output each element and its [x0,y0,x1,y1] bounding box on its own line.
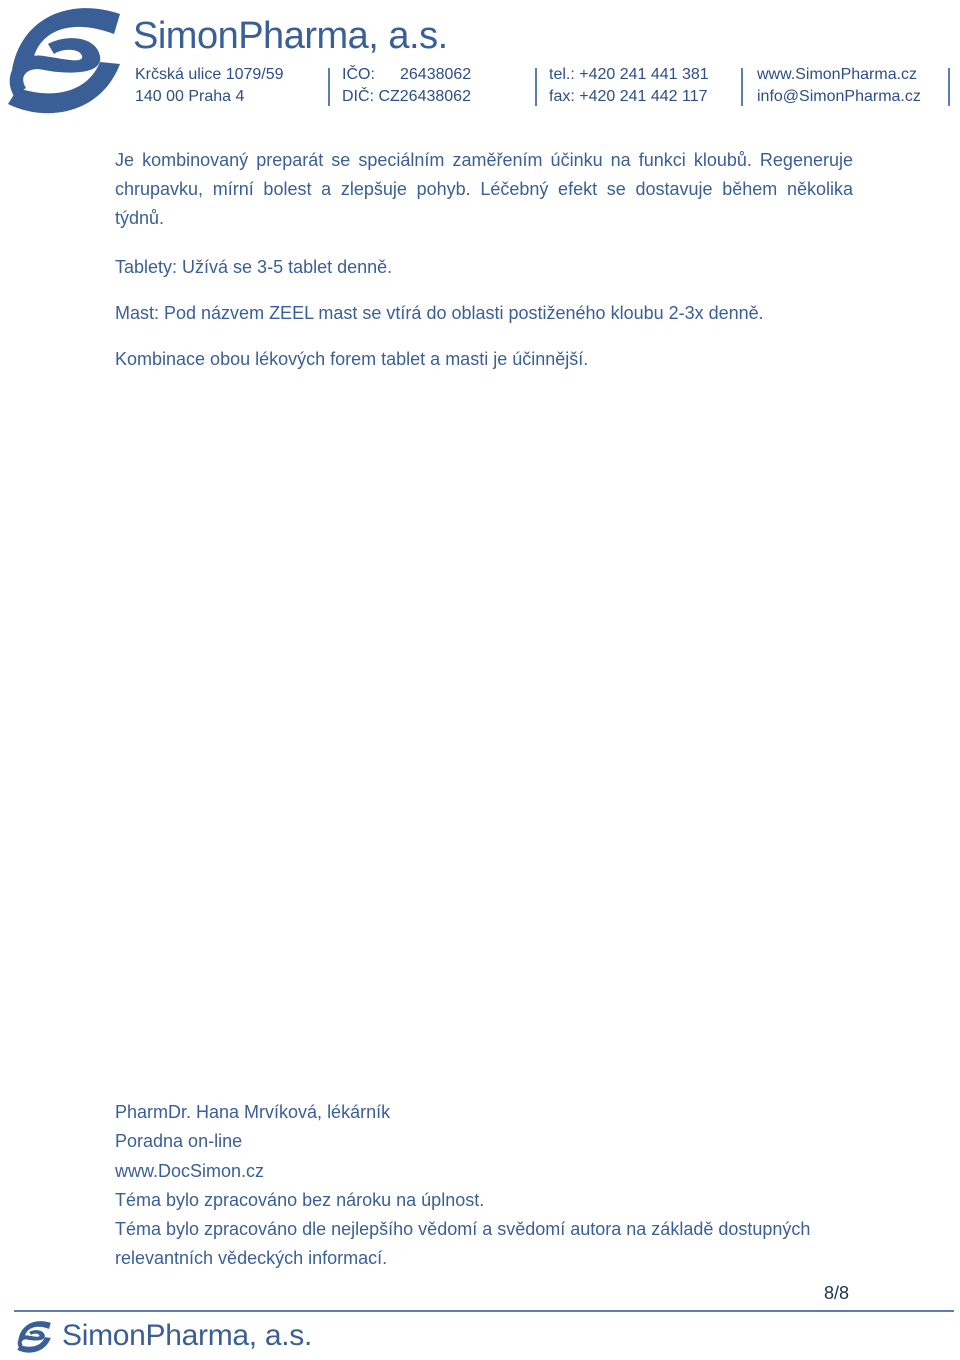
header-divider [535,68,537,106]
telephone: tel.: +420 241 441 381 [549,66,709,83]
disclaimer-1: Téma bylo zpracováno bez nároku na úplnost. [115,1189,485,1210]
disclaimer-2-line-1: Téma bylo zpracováno dle nejlepšího vědomí a svědomí autora na základě dostupných [115,1219,811,1240]
email-link[interactable]: info@SimonPharma.cz [757,88,921,105]
header-divider [948,68,950,106]
dic-line: DIČ: CZ26438062 [342,88,471,105]
website-link[interactable]: www.SimonPharma.cz [757,66,918,83]
letterhead [0,0,960,120]
article-body [115,146,853,371]
footer-rule [14,1310,954,1312]
service-name: Poradna on-line [115,1131,243,1152]
header-divider [328,68,330,106]
address-block [135,64,284,108]
registration-block [342,64,471,108]
header-divider [741,68,743,106]
page-number: 8/8 [824,1283,850,1303]
ico-value: 26438062 [400,66,472,83]
company-name: SimonPharma, a.s. [133,15,448,57]
combination-paragraph: Kombinace obou lékových forem tablet a masti je účinnější. [115,349,589,369]
address-street: Krčská ulice 1079/59 [135,66,284,83]
tablets-paragraph: Tablety: Užívá se 3-5 tablet denně. [115,257,393,277]
author-signature [115,1098,860,1274]
footer-company-name: SimonPharma, a.s. [62,1319,313,1352]
ico-label: IČO: [342,66,375,83]
disclaimer-2-line-2: relevantních vědeckých informací. [115,1248,388,1269]
ico-line [342,64,471,86]
phone-block [549,64,709,108]
ointment-paragraph: Mast: Pod názvem ZEEL mast se vtírá do oblasti postiženého kloubu 2-3x denně. [115,303,764,323]
intro-paragraph: Je kombinovaný preparát se speciálním zaměřením účinku na funkci kloubů. Regeneruje chrupavku, mírní bolest a zlepšuje pohyb. Léčebný efekt se dostavuje během několika týdnů. [115,150,853,228]
docsimon-link[interactable]: www.DocSimon.cz [115,1160,265,1181]
simonpharma-s-logo-icon [4,4,124,118]
fax: fax: +420 241 442 117 [549,88,708,105]
web-block [757,64,921,108]
author-name: PharmDr. Hana Mrvíková, lékárník [115,1102,391,1122]
address-city: 140 00 Praha 4 [135,88,245,105]
footer-logo-icon [16,1318,52,1356]
